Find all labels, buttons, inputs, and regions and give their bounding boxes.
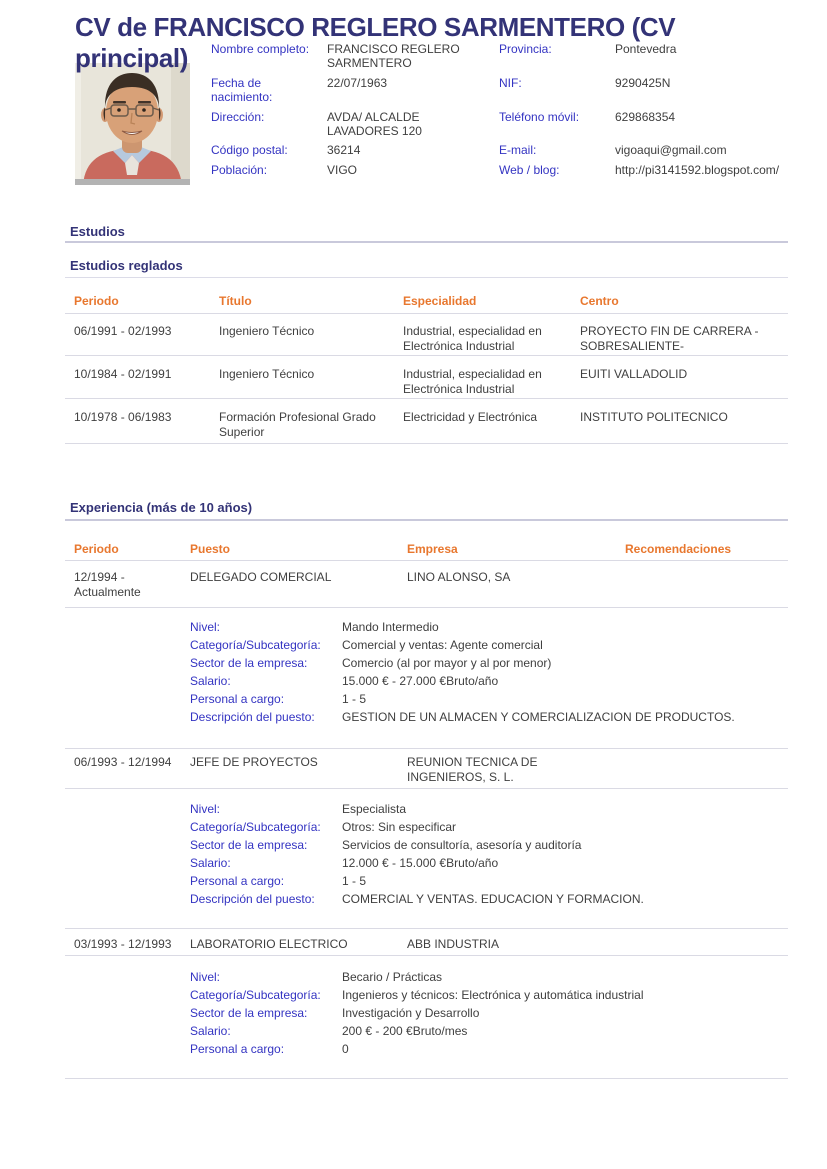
detail-value-nivel: Mando Intermedio <box>342 620 439 634</box>
column-header-recomendaciones: Recomendaciones <box>625 542 732 556</box>
job-row-periodo: 12/1994 - Actualmente <box>74 570 141 599</box>
field-value-provincia: Pontevedra <box>615 42 677 56</box>
detail-label-sector: Sector de la empresa: <box>190 1006 308 1020</box>
job-row-empresa: REUNION TECNICA DE INGENIEROS, S. L. <box>407 755 538 784</box>
section-heading-estudios: Estudios <box>70 224 125 239</box>
table-row-cell-titulo: Ingeniero Técnico <box>219 367 315 381</box>
divider <box>65 241 788 243</box>
detail-label-personal: Personal a cargo: <box>190 1042 285 1056</box>
column-header-periodo: Periodo <box>74 294 119 308</box>
table-row-cell-periodo: 10/1978 - 06/1983 <box>74 410 172 424</box>
detail-label-sector: Sector de la empresa: <box>190 656 308 670</box>
divider <box>65 928 788 929</box>
detail-value-personal: 1 - 5 <box>342 692 367 706</box>
divider <box>65 277 788 278</box>
detail-label-personal: Personal a cargo: <box>190 692 285 706</box>
divider <box>65 313 788 314</box>
detail-label-categoria: Categoría/Subcategoría: <box>190 988 321 1002</box>
job-row-periodo: 03/1993 - 12/1993 <box>74 937 172 951</box>
detail-value-personal: 0 <box>342 1042 349 1056</box>
detail-label-sector: Sector de la empresa: <box>190 838 308 852</box>
divider <box>65 443 788 444</box>
divider <box>65 1078 788 1079</box>
column-header-especialidad: Especialidad <box>403 294 477 308</box>
field-value-fecha-nacimiento: 22/07/1963 <box>327 76 388 90</box>
field-value-codigo-postal: 36214 <box>327 143 361 157</box>
detail-label-salario: Salario: <box>190 856 231 870</box>
field-label-codigo-postal: Código postal: <box>211 143 288 157</box>
table-row-cell-periodo: 06/1991 - 02/1993 <box>74 324 172 338</box>
profile-photo <box>75 63 190 185</box>
detail-value-sector: Investigación y Desarrollo <box>342 1006 480 1020</box>
detail-value-sector: Comercio (al por mayor y al por menor) <box>342 656 552 670</box>
job-row-puesto: LABORATORIO ELECTRICO <box>190 937 348 951</box>
section-heading-estudios-reglados: Estudios reglados <box>70 258 183 273</box>
detail-value-nivel: Especialista <box>342 802 407 816</box>
detail-value-nivel: Becario / Prácticas <box>342 970 443 984</box>
divider <box>65 560 788 561</box>
detail-label-salario: Salario: <box>190 1024 231 1038</box>
field-label-web-blog: Web / blog: <box>499 163 560 177</box>
detail-value-salario: 200 € - 200 €Bruto/mes <box>342 1024 468 1038</box>
field-value-direccion: AVDA/ ALCALDE LAVADORES 120 <box>327 110 422 138</box>
table-row-cell-centro: EUITI VALLADOLID <box>580 367 688 381</box>
detail-value-descripcion: COMERCIAL Y VENTAS. EDUCACION Y FORMACION. <box>342 892 644 906</box>
detail-value-categoria: Comercial y ventas: Agente comercial <box>342 638 543 652</box>
detail-value-personal: 1 - 5 <box>342 874 367 888</box>
table-row-cell-periodo: 10/1984 - 02/1991 <box>74 367 172 381</box>
divider <box>65 519 788 521</box>
job-row-periodo: 06/1993 - 12/1994 <box>74 755 172 769</box>
column-header-centro: Centro <box>580 294 619 308</box>
column-header-periodo: Periodo <box>74 542 119 556</box>
table-row-cell-titulo: Ingeniero Técnico <box>219 324 315 338</box>
table-row-cell-centro: PROYECTO FIN DE CARRERA - SOBRESALIENTE- <box>580 324 759 353</box>
field-value-telefono-movil: 629868354 <box>615 110 676 124</box>
detail-label-nivel: Nivel: <box>190 970 221 984</box>
field-label-nombre: Nombre completo: <box>211 42 310 56</box>
detail-value-sector: Servicios de consultoría, asesoría y auditoría <box>342 838 582 852</box>
field-label-fecha-nacimiento: Fecha de nacimiento: <box>211 76 273 104</box>
divider <box>65 955 788 956</box>
detail-label-categoria: Categoría/Subcategoría: <box>190 820 321 834</box>
field-label-email: E-mail: <box>499 143 537 157</box>
page-title: CV de FRANCISCO REGLERO SARMENTERO (CV principal) <box>75 12 676 73</box>
divider <box>65 607 788 608</box>
detail-label-nivel: Nivel: <box>190 802 221 816</box>
field-label-telefono-movil: Teléfono móvil: <box>499 110 580 124</box>
table-row-cell-especialidad: Industrial, especialidad en Electrónica Industrial <box>403 367 542 396</box>
job-row-puesto: DELEGADO COMERCIAL <box>190 570 332 584</box>
detail-value-salario: 12.000 € - 15.000 €Bruto/año <box>342 856 499 870</box>
section-heading-experiencia: Experiencia (más de 10 años) <box>70 500 253 515</box>
job-row-empresa: LINO ALONSO, SA <box>407 570 511 584</box>
profile-photo-image <box>75 63 190 185</box>
field-label-direccion: Dirección: <box>211 110 265 124</box>
column-header-empresa: Empresa <box>407 542 458 556</box>
job-row-empresa: ABB INDUSTRIA <box>407 937 500 951</box>
detail-label-personal: Personal a cargo: <box>190 874 285 888</box>
table-row-cell-titulo: Formación Profesional Grado Superior <box>219 410 376 439</box>
table-row-cell-especialidad: Electricidad y Electrónica <box>403 410 538 424</box>
job-row-puesto: JEFE DE PROYECTOS <box>190 755 318 769</box>
detail-label-descripcion: Descripción del puesto: <box>190 892 315 906</box>
detail-value-categoria: Ingenieros y técnicos: Electrónica y automática industrial <box>342 988 644 1002</box>
table-row-cell-especialidad: Industrial, especialidad en Electrónica Industrial <box>403 324 542 353</box>
divider <box>65 788 788 789</box>
field-value-poblacion: VIGO <box>327 163 358 177</box>
column-header-puesto: Puesto <box>190 542 231 556</box>
field-label-provincia: Provincia: <box>499 42 552 56</box>
field-label-poblacion: Población: <box>211 163 268 177</box>
divider <box>65 748 788 749</box>
divider <box>65 398 788 399</box>
detail-label-descripcion: Descripción del puesto: <box>190 710 315 724</box>
field-value-web-blog: http://pi3141592.blogspot.com/ <box>615 163 780 177</box>
field-value-nif: 9290425N <box>615 76 671 90</box>
field-label-nif: NIF: <box>499 76 522 90</box>
column-header-titulo: Título <box>219 294 252 308</box>
detail-value-descripcion: GESTION DE UN ALMACEN Y COMERCIALIZACION DE PRODUCTOS. <box>342 710 735 724</box>
field-value-nombre: FRANCISCO REGLERO SARMENTERO <box>327 42 460 70</box>
table-row-cell-centro: INSTITUTO POLITECNICO <box>580 410 728 424</box>
detail-value-categoria: Otros: Sin especificar <box>342 820 457 834</box>
divider <box>65 355 788 356</box>
detail-label-nivel: Nivel: <box>190 620 221 634</box>
detail-label-salario: Salario: <box>190 674 231 688</box>
field-value-email: vigoaqui@gmail.com <box>615 143 727 157</box>
detail-value-salario: 15.000 € - 27.000 €Bruto/año <box>342 674 499 688</box>
detail-label-categoria: Categoría/Subcategoría: <box>190 638 321 652</box>
